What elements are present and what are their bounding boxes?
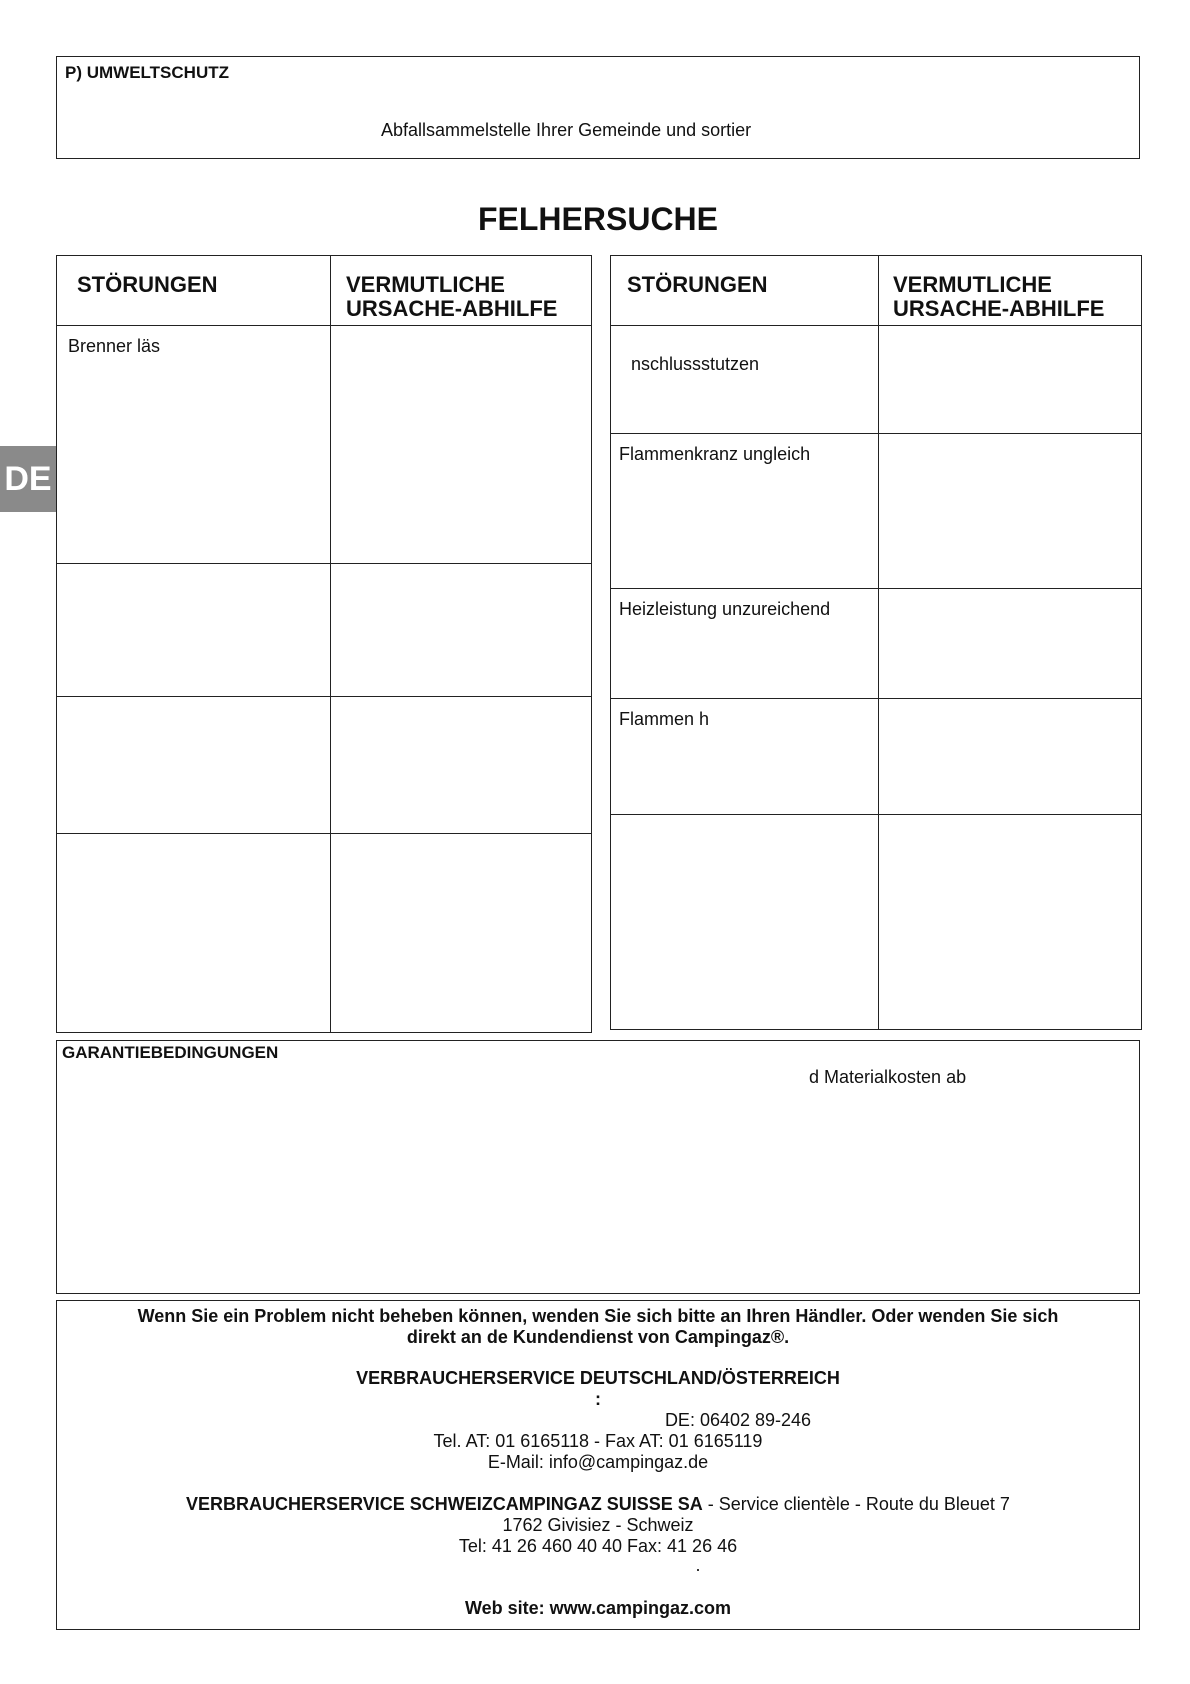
remedy-cell (879, 326, 1142, 434)
remedy-cell (331, 697, 592, 834)
fault-cell: Brenner läs (57, 326, 331, 564)
ch-dot: . (695, 1555, 701, 1575)
contact-email: E-Mail: info@campingaz.de (487, 1452, 709, 1472)
de-phone: DE: 06402 89-246 (664, 1410, 812, 1430)
fault-cell: nschlussstutzen (611, 326, 879, 434)
fault-cell (57, 834, 331, 1033)
garantie-section (56, 1040, 1140, 1294)
language-tab: DE (0, 446, 56, 512)
garantie-text: d Materialkosten ab (809, 1067, 967, 1087)
garantie-title: GARANTIEBEDINGUNGEN (62, 1043, 279, 1062)
de-service-heading: VERBRAUCHERSERVICE DEUTSCHLAND/ÖSTERREICH (356, 1368, 840, 1388)
ch-service-line (57, 1494, 1139, 1515)
contact-section (56, 1300, 1140, 1630)
website-link[interactable]: Web site: www.campingaz.com (464, 1598, 732, 1618)
remedy-cell (331, 564, 592, 697)
fault-table-left (56, 255, 592, 1033)
remedy-cell (879, 699, 1142, 815)
page-title: FELHERSUCHE (477, 201, 718, 237)
umweltschutz-title: P) UMWELTSCHUTZ (65, 63, 229, 82)
umweltschutz-section (56, 56, 1140, 159)
remedy-cell (879, 815, 1142, 1030)
fault-cell: Flammenkranz ungleich (611, 434, 879, 589)
ch-phone-fax: Tel: 41 26 460 40 40 Fax: 41 26 46 (458, 1536, 738, 1556)
remedy-cell (331, 326, 592, 564)
at-phone-fax: Tel. AT: 01 6165118 - Fax AT: 01 6165119 (433, 1431, 763, 1451)
header-stoerungen: STÖRUNGEN (611, 256, 879, 326)
fault-cell (611, 815, 879, 1030)
umweltschutz-text: Abfallsammelstelle Ihrer Gemeinde und sortier (381, 120, 752, 140)
header-stoerungen: STÖRUNGEN (57, 256, 331, 326)
ch-service-heading: VERBRAUCHERSERVICE SCHWEIZCAMPINGAZ SUISSE SA (186, 1494, 703, 1514)
fault-cell: Heizleistung unzureichend (611, 589, 879, 699)
header-ursache-abhilfe: VERMUTLICHE URSACHE-ABHILFE (331, 256, 592, 326)
ch-service-address: - Service clientèle - Route du Bleuet 7 (702, 1494, 1010, 1514)
remedy-cell (879, 589, 1142, 699)
fault-cell (57, 564, 331, 697)
fault-cell (57, 697, 331, 834)
fault-cell: Flammen h (611, 699, 879, 815)
remedy-cell (331, 834, 592, 1033)
contact-intro-line1: Wenn Sie ein Problem nicht beheben können, wenden Sie sich bitte an Ihren Händler. Oder wenden Sie sich (137, 1306, 1059, 1326)
de-service-colon: : (595, 1389, 601, 1409)
contact-intro-line2: direkt an de Kundendienst von Campingaz®. (406, 1327, 790, 1347)
ch-city: 1762 Givisiez - Schweiz (502, 1515, 694, 1535)
fault-table-right (610, 255, 1142, 1030)
header-ursache-abhilfe: VERMUTLICHE URSACHE-ABHILFE (879, 256, 1142, 326)
remedy-cell (879, 434, 1142, 589)
